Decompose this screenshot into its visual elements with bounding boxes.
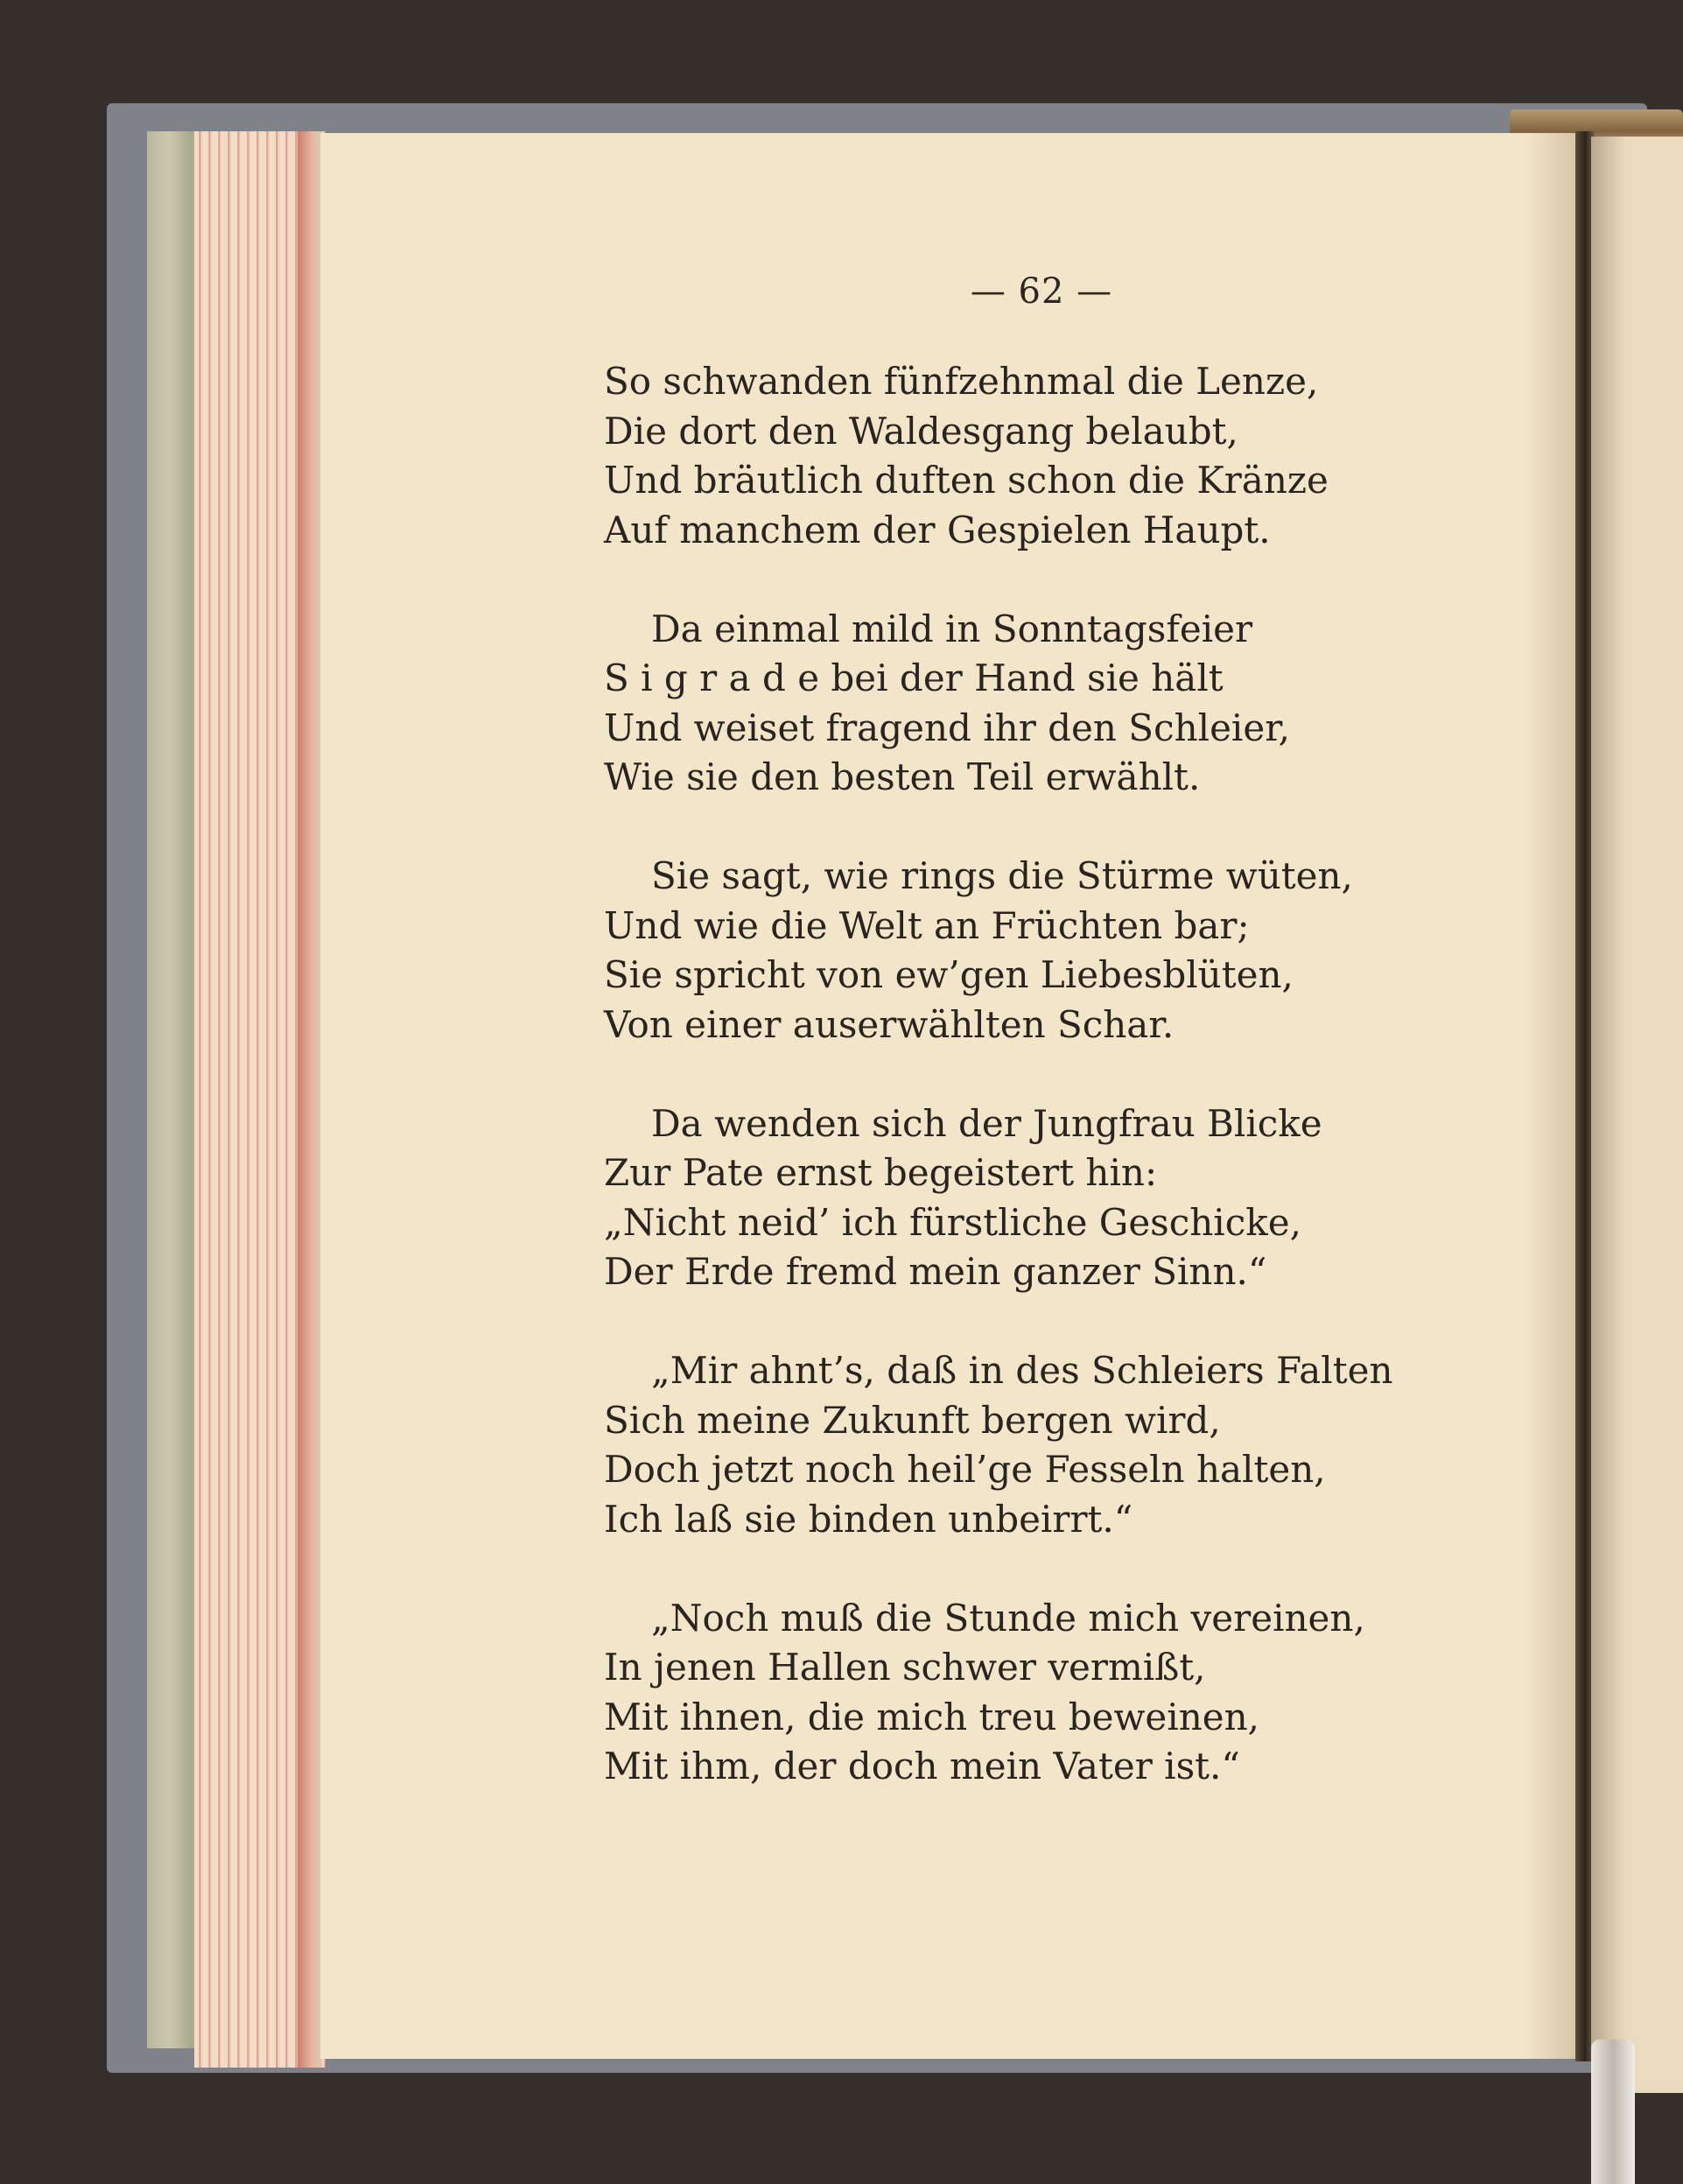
- poem-line: Da einmal mild in Sonntagsfeier: [651, 607, 1253, 650]
- stanza: [604, 1346, 1575, 1544]
- poem-line: Auf manchem der Gespielen Haupt.: [604, 508, 1271, 551]
- poem-line: Wie sie den besten Teil erwählt.: [604, 755, 1201, 798]
- poem-line: Der Erde fremd mein ganzer Sinn.“: [604, 1250, 1267, 1293]
- poem-text: [604, 357, 1575, 1841]
- poem-line: „Nicht neid’ ich fürstliche Geschicke,: [604, 1200, 1301, 1244]
- poem-line: Ich laß sie binden unbeirrt.“: [604, 1497, 1133, 1541]
- poem-line: „Mir ahnt’s, daß in des Schleiers Falten: [651, 1349, 1393, 1392]
- poem-line: Sich meine Zukunft bergen wird,: [604, 1398, 1221, 1442]
- poem-line: Und wie die Welt an Früchten bar;: [604, 903, 1250, 947]
- page-edges-red: [298, 131, 322, 2068]
- poem-line: In jenen Hallen schwer vermißt,: [604, 1646, 1206, 1689]
- bookmark-ribbon: [1591, 2040, 1635, 2184]
- poem-line: „Noch muß die Stunde mich vereinen,: [651, 1596, 1365, 1640]
- poem-line: Da wenden sich der Jungfrau Blicke: [651, 1101, 1322, 1145]
- stanza: [604, 357, 1575, 555]
- poem-line: Zur Pate ernst begeistert hin:: [604, 1151, 1158, 1194]
- poem-line: Und weiset fragend ihr den Schleier,: [604, 706, 1291, 749]
- stanza: [604, 605, 1575, 803]
- poem-line: Mit ihnen, die mich treu beweinen,: [604, 1695, 1260, 1738]
- right-page-edge: [1591, 137, 1683, 2093]
- poem-line: S i g r a d e bei der Hand sie hält: [604, 657, 1224, 699]
- stanza: [604, 1594, 1575, 1792]
- poem-line: Sie sagt, wie rings die Stürme wüten,: [651, 854, 1353, 897]
- poem-line: Von einer auserwählten Schar.: [604, 1002, 1175, 1046]
- poem-line: Sie spricht von ew’gen Liebesblüten,: [604, 953, 1294, 996]
- poem-line: Die dort den Waldesgang belaubt,: [604, 409, 1238, 453]
- stanza: [604, 1099, 1575, 1297]
- poem-line: Mit ihm, der doch mein Vater ist.“: [604, 1745, 1240, 1787]
- stanza: [604, 852, 1575, 1050]
- poem-line: Doch jetzt noch heil’ge Fesseln halten,: [604, 1448, 1326, 1491]
- poem-line: Und bräutlich duften schon die Kränze: [604, 459, 1329, 502]
- page-number: — 62 —: [970, 271, 1113, 312]
- poem-line: So schwanden fünfzehnmal die Lenze,: [604, 360, 1319, 403]
